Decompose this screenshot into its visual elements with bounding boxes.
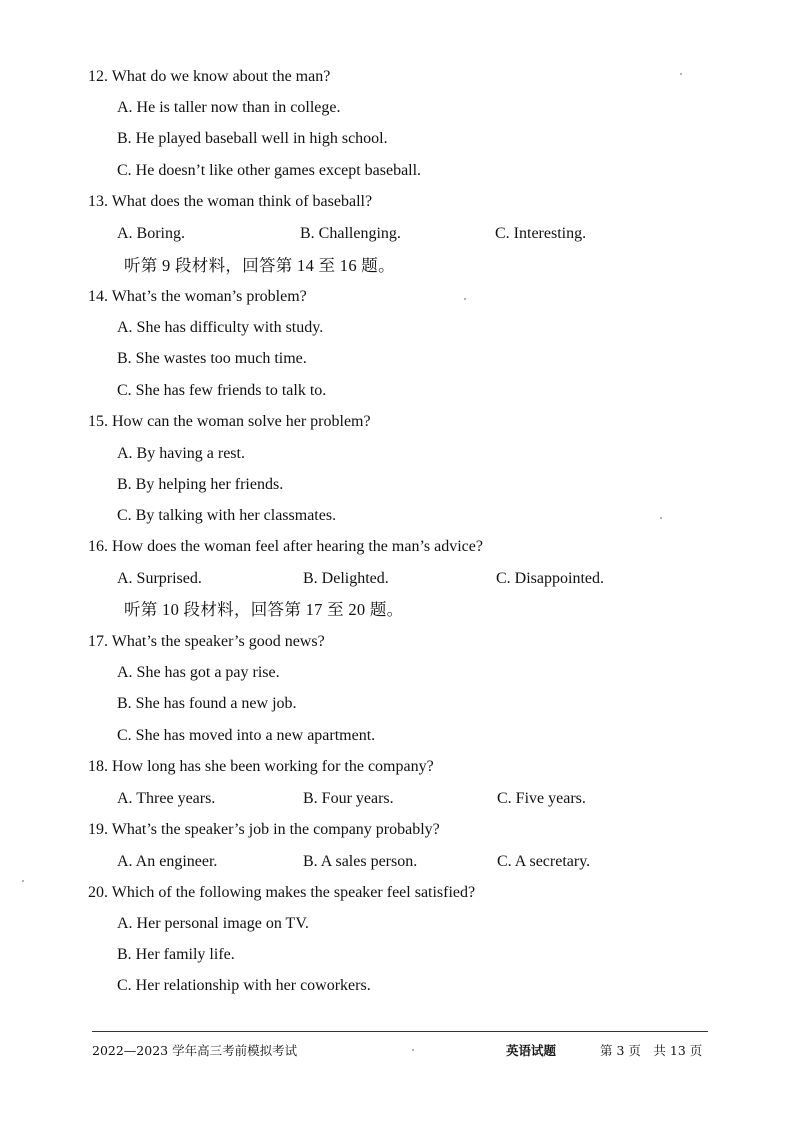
question-17-stem: 17. What’s the speaker’s good news? — [88, 633, 325, 650]
question-13-option-b: B. Challenging. — [300, 225, 401, 242]
section-10-instruction: 听第 10 段材料，回答第 17 至 20 题。 — [124, 600, 404, 619]
question-18-stem: 18. How long has she been working for the company? — [88, 758, 434, 775]
question-15-option-c: C. By talking with her classmates. — [117, 507, 337, 524]
scan-speck — [412, 1049, 414, 1051]
question-19-option-c: C. A secretary. — [497, 853, 591, 870]
footer-page-number: 第 3 页 共 13 页 — [600, 1043, 703, 1058]
question-19-stem: 19. What’s the speaker’s job in the company probably? — [88, 821, 440, 838]
scan-speck — [22, 880, 24, 882]
question-17-option-c: C. She has moved into a new apartment. — [117, 727, 376, 744]
question-18-option-a: A. Three years. — [117, 790, 216, 807]
question-14-stem: 14. What’s the woman’s problem? — [88, 288, 307, 305]
question-16-option-b: B. Delighted. — [303, 570, 389, 587]
question-20-option-c: C. Her relationship with her coworkers. — [117, 977, 371, 994]
question-18-option-c: C. Five years. — [497, 790, 586, 807]
question-15-option-a: A. By having a rest. — [117, 445, 245, 462]
question-20-stem: 20. Which of the following makes the speaker feel satisfied? — [88, 884, 476, 901]
question-12-option-b: B. He played baseball well in high school. — [117, 130, 388, 147]
question-12-option-c: C. He doesn’t like other games except baseball. — [117, 162, 422, 179]
question-20-option-b: B. Her family life. — [117, 946, 235, 963]
question-18-option-b: B. Four years. — [303, 790, 394, 807]
question-16-option-a: A. Surprised. — [117, 570, 202, 587]
scan-speck — [464, 298, 466, 300]
footer-divider — [92, 1031, 708, 1032]
question-13-option-c: C. Interesting. — [495, 225, 587, 242]
question-17-option-b: B. She has found a new job. — [117, 695, 297, 712]
question-15-stem: 15. How can the woman solve her problem? — [88, 413, 371, 430]
scan-speck — [680, 73, 682, 75]
question-13-stem: 13. What does the woman think of baseball? — [88, 193, 373, 210]
question-19-option-b: B. A sales person. — [303, 853, 418, 870]
question-13-option-a: A. Boring. — [117, 225, 185, 242]
question-19-option-a: A. An engineer. — [117, 853, 218, 870]
scan-speck — [660, 517, 662, 519]
question-12-stem: 12. What do we know about the man? — [88, 68, 331, 85]
footer-exam-title: 2022—2023 学年高三考前模拟考试 — [92, 1043, 298, 1058]
question-12-option-a: A. He is taller now than in college. — [117, 99, 341, 116]
question-16-option-c: C. Disappointed. — [496, 570, 604, 587]
section-9-instruction: 听第 9 段材料，回答第 14 至 16 题。 — [124, 256, 395, 275]
footer-subject: 英语试题 — [506, 1043, 557, 1058]
question-16-stem: 16. How does the woman feel after hearing the man’s advice? — [88, 538, 483, 555]
question-14-option-b: B. She wastes too much time. — [117, 350, 307, 367]
question-15-option-b: B. By helping her friends. — [117, 476, 284, 493]
question-20-option-a: A. Her personal image on TV. — [117, 915, 309, 932]
question-14-option-a: A. She has difficulty with study. — [117, 319, 324, 336]
question-14-option-c: C. She has few friends to talk to. — [117, 382, 327, 399]
question-17-option-a: A. She has got a pay rise. — [117, 664, 280, 681]
